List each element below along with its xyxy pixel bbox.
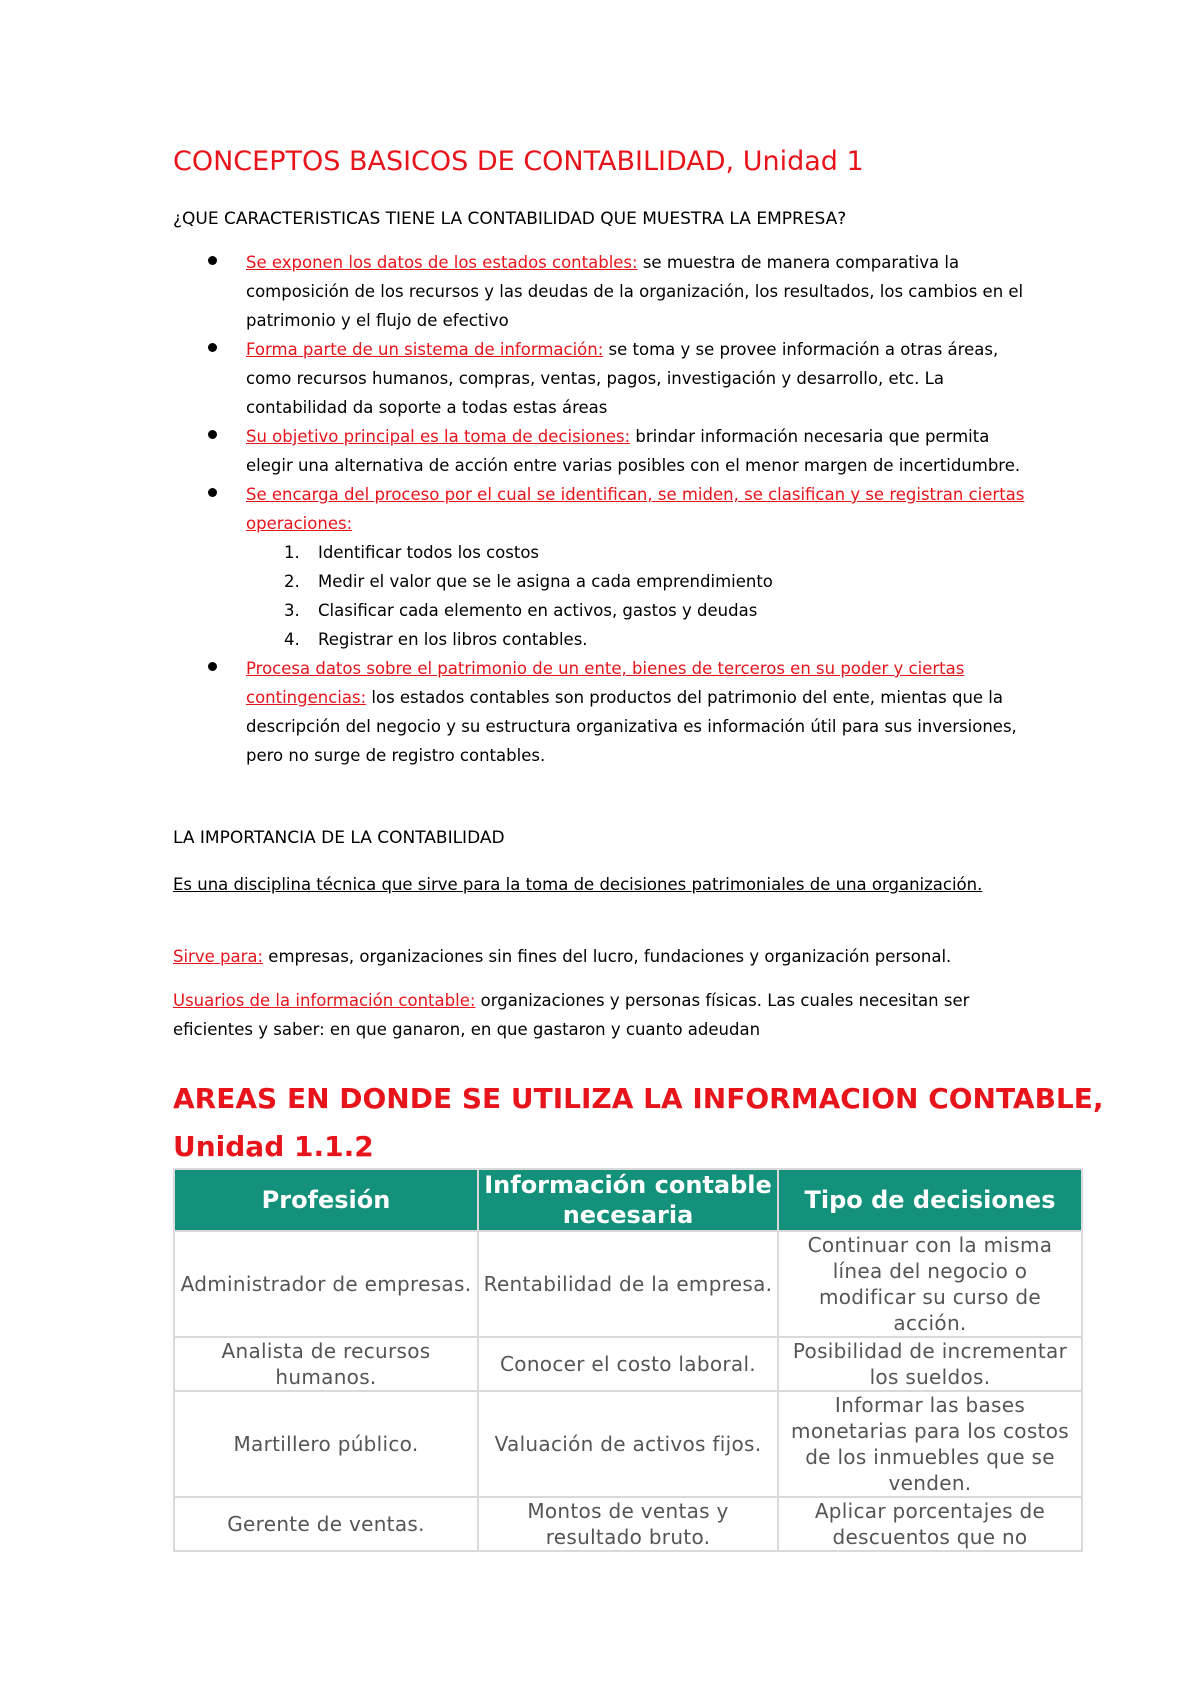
bullet-icon	[208, 662, 217, 671]
table-cell: Rentabilidad de la empresa.	[478, 1231, 778, 1337]
bullet-text: los estados contables son productos del patrimonio del ente, mientas que la descripción del negocio y su estructura organizativa es información útil para sus inversiones, pero no surge de registro contables.	[246, 688, 1017, 765]
table-cell: Aplicar porcentajes de descuentos que no	[778, 1497, 1082, 1551]
table-cell: Continuar con la misma línea del negocio o modificar su curso de acción.	[778, 1231, 1082, 1337]
step-item: 4. Registrar en los libros contables.	[284, 630, 588, 649]
table-cell: Valuación de activos fijos.	[478, 1391, 778, 1497]
bullet-icon	[208, 430, 217, 439]
column-header: Información contable necesaria	[478, 1169, 778, 1231]
process-steps-list	[246, 538, 1033, 654]
list-item	[173, 480, 1033, 654]
bullet-lead: Su objetivo principal es la toma de decisiones:	[246, 427, 631, 446]
step-item: 1. Identificar todos los costos	[284, 543, 540, 562]
importance-heading: LA IMPORTANCIA DE LA CONTABILIDAD	[173, 828, 505, 848]
bullet-text: se muestra de manera comparativa la composición de los recursos y las deudas de la organización, los resultados, los cambios en el patrimonio y el flujo de efectivo	[246, 253, 1024, 330]
table-row	[174, 1497, 1082, 1551]
table-row	[174, 1337, 1082, 1391]
characteristics-list	[173, 248, 1033, 770]
section-title: AREAS EN DONDE SE UTILIZA LA INFORMACION CONTABLE, Unidad 1.1.2	[173, 1082, 1104, 1163]
column-header: Profesión	[174, 1169, 478, 1231]
bullet-icon	[208, 256, 217, 265]
table-row	[174, 1231, 1082, 1337]
page-title: CONCEPTOS BASICOS DE CONTABILIDAD, Unidad 1	[173, 146, 864, 177]
table-header-row	[174, 1169, 1082, 1231]
serves-text: empresas, organizaciones sin fines del lucro, fundaciones y organización personal.	[263, 947, 952, 966]
bullet-lead: Forma parte de un sistema de información:	[246, 340, 604, 359]
users-text: organizaciones y personas físicas. Las cuales necesitan ser eficientes y saber: en que ganaron, en que gastaron y cuanto adeudan	[173, 991, 970, 1039]
list-item	[173, 654, 1033, 770]
table-cell: Montos de ventas y resultado bruto.	[478, 1497, 778, 1551]
bullet-text: brindar información necesaria que permita elegir una alternativa de acción entre varias posibles con el menor margen de incertidumbre.	[246, 427, 1021, 475]
column-header: Tipo de decisiones	[778, 1169, 1082, 1231]
step-item: 2. Medir el valor que se le asigna a cada emprendimiento	[284, 572, 773, 591]
table-cell: Informar las bases monetarias para los costos de los inmuebles que se venden.	[778, 1391, 1082, 1497]
importance-text: Es una disciplina técnica que sirve para la toma de decisiones patrimoniales de una organización.	[173, 875, 983, 894]
table-cell: Posibilidad de incrementar los sueldos.	[778, 1337, 1082, 1391]
list-item	[173, 422, 1033, 480]
table-cell: Martillero público.	[174, 1391, 478, 1497]
users-lead: Usuarios de la información contable:	[173, 991, 476, 1010]
bullet-lead: Se exponen los datos de los estados contables:	[246, 253, 638, 272]
table-cell: Analista de recursos humanos.	[174, 1337, 478, 1391]
table-cell: Gerente de ventas.	[174, 1497, 478, 1551]
users-paragraph	[173, 986, 1033, 1044]
bullet-icon	[208, 488, 217, 497]
table-cell: Conocer el costo laboral.	[478, 1337, 778, 1391]
bullet-lead: Se encarga del proceso por el cual se identifican, se miden, se clasifican y se registran ciertas operaciones:	[246, 485, 1025, 533]
accounting-info-table	[173, 1168, 1083, 1552]
bullet-lead: Procesa datos sobre el patrimonio de un ente, bienes de terceros en su poder y ciertas contingencias:	[246, 659, 965, 707]
question-heading: ¿QUE CARACTERISTICAS TIENE LA CONTABILIDAD QUE MUESTRA LA EMPRESA?	[173, 209, 847, 229]
list-item	[173, 248, 1033, 335]
list-item	[173, 335, 1033, 422]
serves-paragraph	[173, 942, 1033, 971]
bullet-text: se toma y se provee información a otras áreas, como recursos humanos, compras, ventas, pagos, investigación y desarrollo, etc. La contabilidad da soporte a todas estas áreas	[246, 340, 999, 417]
bullet-icon	[208, 343, 217, 352]
table-cell: Administrador de empresas.	[174, 1231, 478, 1337]
serves-lead: Sirve para:	[173, 947, 264, 966]
step-item: 3. Clasificar cada elemento en activos, gastos y deudas	[284, 601, 758, 620]
table-row	[174, 1391, 1082, 1497]
